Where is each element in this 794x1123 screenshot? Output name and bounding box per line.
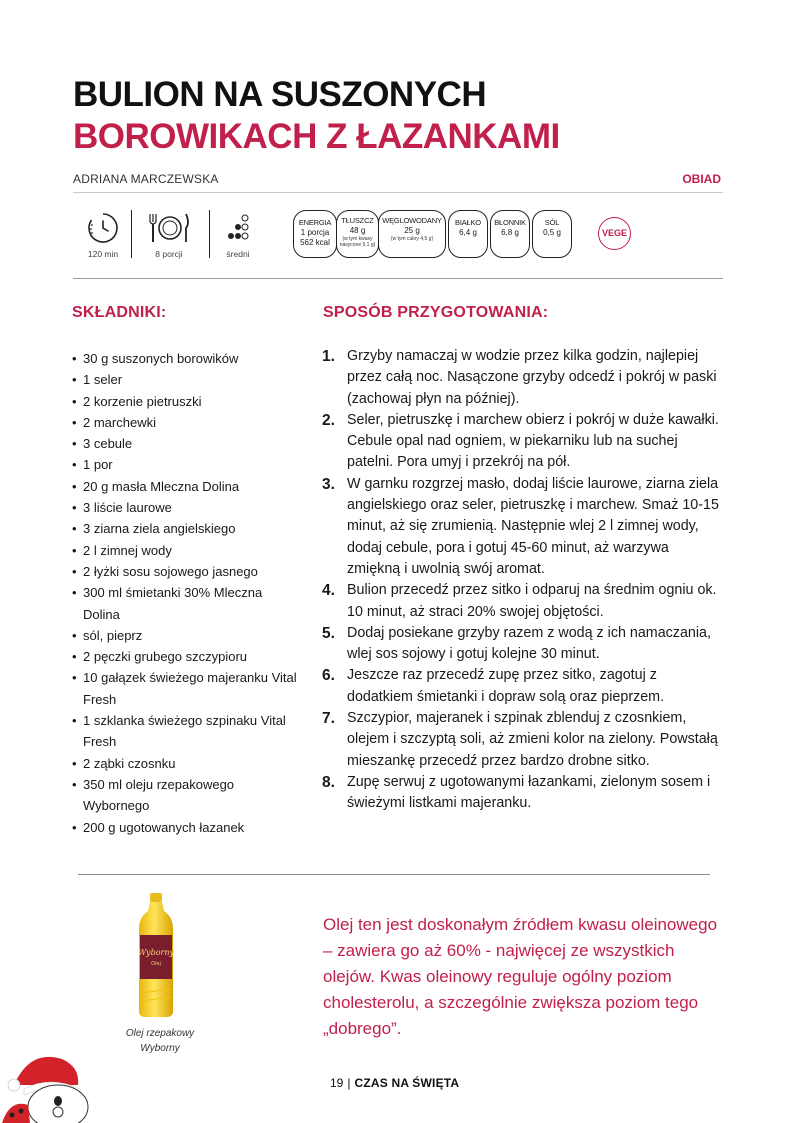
page-footer <box>330 1076 459 1090</box>
ingredient-item: • 1 szklanka świeżego szpinaku Vital Fresh <box>72 710 302 753</box>
footer-separator: | <box>347 1076 351 1090</box>
preparation-heading: SPOSÓB PRZYGOTOWANIA: <box>323 304 549 321</box>
magazine-title: CZAS NA ŚWIĘTA <box>354 1076 460 1090</box>
nutrition-energy-label: ENERGIA <box>298 218 332 227</box>
nutrition-protein <box>448 210 488 258</box>
nutrition-fiber-label: BŁONNIK <box>494 218 526 227</box>
step-item <box>322 410 722 474</box>
step-text: Szczypior, majeranek i szpinak zblenduj z czosnkiem, olejem i szczyptą soli, aż zmieni kolor na zielony. Powstałą mieszankę przecedź przez bardzo drobne sitko. <box>347 710 718 769</box>
product-note: Olej ten jest doskonałym źródłem kwasu oleinowego – zawiera go aż 60% - najwięcej ze wszystkich olejów. Kwas oleinowy reguluje ogólny poziom cholesterolu, a szczególnie zwiększa poziom tego „dobrego”. <box>323 915 718 1038</box>
step-number: 1. <box>322 348 335 365</box>
nutrition-salt-value: 0,5 g <box>543 228 561 237</box>
nutrition-fat-sub2: nasycone 5,1 g) <box>339 242 376 248</box>
nutrition-protein-value: 6,4 g <box>459 228 477 237</box>
bottle-label-type: Olej <box>151 961 161 967</box>
step-text: Jeszcze raz przecedź zupę przez sitko, zagotuj z dodatkiem śmietanki i dopraw solą oraz pieprzem. <box>347 667 665 705</box>
nutrition-carbs <box>378 210 446 258</box>
step-text: Dodaj posiekane grzyby razem z wodą z ich namaczania, wlej sos sojowy i gotuj kolejne 30 minut. <box>347 624 711 663</box>
step-item <box>322 474 722 580</box>
nutrition-energy-portion: 1 porcja <box>300 228 330 237</box>
ingredient-item: • 300 ml śmietanki 30% Mleczna Dolina <box>72 582 302 625</box>
step-number: 2. <box>322 411 335 429</box>
plate-cutlery-icon <box>146 211 192 245</box>
nutrition-fiber <box>490 210 530 258</box>
nutrition-carbs-label: WĘGLOWODANY <box>382 216 442 225</box>
ingredient-item: • 20 g masła Mleczna Dolina <box>72 476 302 497</box>
info-divider <box>209 210 210 258</box>
bottle-label-brand: Wyborny <box>138 948 174 957</box>
author: ADRIANA MARCZEWSKA <box>73 172 219 186</box>
category-label: OBIAD <box>682 172 721 186</box>
nutrition-fat-sub1: (w tym kwasy <box>342 236 373 242</box>
ingredient-item: • sól, pieprz <box>72 625 302 646</box>
oil-bottle-image <box>133 893 179 1019</box>
product-caption-line1: Olej rzepakowy <box>125 1028 195 1039</box>
ingredient-item: • 1 por <box>72 454 302 475</box>
nutrition-fat-value: 48 g <box>349 226 366 235</box>
ingredient-item: • 3 cebule <box>72 433 302 454</box>
step-number: 5. <box>322 624 335 642</box>
ingredient-item: • 10 gałązek świeżego majeranku Vital Fresh <box>72 667 302 710</box>
ingredient-item: • 3 liście laurowe <box>72 497 302 518</box>
divider <box>73 192 723 193</box>
ingredients-list <box>72 348 302 838</box>
santa-mascot-image <box>0 1045 100 1123</box>
difficulty-dots-icon <box>224 213 252 243</box>
step-text: Bulion przecedź przez sitko i odparuj na średnim ogniu ok. 10 minut, aż straci 20% swojej objętości. <box>347 582 717 620</box>
product-caption-line2: Wyborny <box>140 1043 180 1054</box>
page-number: 19 <box>330 1076 344 1090</box>
nutrition-protein-label: BIAŁKO <box>455 218 481 227</box>
step-text: Grzyby namaczaj w wodzie przez kilka godzin, najlepiej przez całą noc. Nasączone grzyby odcedź i pokrój w paski (zachowaj płyn na później). <box>347 348 717 407</box>
steps-list <box>322 346 722 815</box>
divider <box>78 874 710 875</box>
step-number: 7. <box>322 710 335 728</box>
ingredient-item: • 2 pęczki grubego szczypioru <box>72 646 302 667</box>
vege-badge: VEGE <box>598 217 631 250</box>
ingredient-item: • 3 ziarna ziela angielskiego <box>72 518 302 539</box>
ingredient-item: • 200 g ugotowanych łazanek <box>72 817 302 838</box>
ingredient-item: • 2 marchewki <box>72 412 302 433</box>
step-item <box>322 708 722 772</box>
step-text: Seler, pietruszkę i marchew obierz i pokrój w duże kawałki. Cebule opal nad ogniem, w piekarniku lub na suchej patelni. Pora umyj i przekrój na pół. <box>347 411 719 471</box>
step-text: W garnku rozgrzej masło, dodaj liście laurowe, ziarna ziela angielskiego oraz seler, pietruszkę i marchew. Smaż 10-15 minut, aż się zrumienią. Następnie wlej 2 l zimnej wody, dodaj cebule, pora i gotuj 45-60 minut, aż warzywa zmiękną i uwolnią swój aromat. <box>347 475 719 577</box>
nutrition-salt-label: SÓL <box>544 218 560 227</box>
ingredient-item: • 350 ml oleju rzepakowego Wybornego <box>72 774 302 817</box>
nutrition-carbs-sub: (w tym cukry 4,5 g) <box>390 236 434 242</box>
ingredient-item: • 30 g suszonych borowików <box>72 348 302 369</box>
info-divider <box>131 210 132 258</box>
step-number: 4. <box>322 582 335 600</box>
nutrition-carbs-value: 25 g <box>404 226 420 235</box>
divider <box>73 278 723 279</box>
ingredient-item: • 2 korzenie pietruszki <box>72 391 302 412</box>
title-line-1: BULION NA SUSZONYCH <box>73 75 487 114</box>
nutrition-salt <box>532 210 572 258</box>
nutrition-energy <box>293 210 337 258</box>
step-item <box>322 665 722 708</box>
ingredient-item: • 2 ząbki czosnku <box>72 753 302 774</box>
nutrition-fat <box>336 210 379 258</box>
step-item <box>322 580 722 623</box>
product-caption <box>100 1026 220 1056</box>
time-label: 120 min <box>87 249 119 259</box>
step-item <box>322 772 722 815</box>
servings-label: 8 porcji <box>155 249 183 259</box>
step-number: 6. <box>322 667 335 685</box>
difficulty-label: średni <box>226 249 250 259</box>
nutrition-fat-label: TŁUSZCZ <box>341 216 374 225</box>
step-text: Zupę serwuj z ugotowanymi łazankami, zielonym sosem i świeżymi listkami majeranku. <box>347 773 711 812</box>
nutrition-energy-value: 562 kcal <box>300 238 330 247</box>
ingredient-item: • 2 l zimnej wody <box>72 540 302 561</box>
nutrition-fiber-value: 6,8 g <box>501 228 519 237</box>
ingredients-heading: SKŁADNIKI: <box>72 304 167 321</box>
ingredient-item: • 2 łyżki sosu sojowego jasnego <box>72 561 302 582</box>
step-item <box>322 623 722 666</box>
step-number: 8. <box>322 773 335 791</box>
title-line-2: BOROWIKACH Z ŁAZANKAMI <box>73 117 560 156</box>
step-item <box>322 346 722 410</box>
ingredient-item: • 1 seler <box>72 369 302 390</box>
step-number: 3. <box>322 475 335 493</box>
clock-icon <box>86 211 120 245</box>
